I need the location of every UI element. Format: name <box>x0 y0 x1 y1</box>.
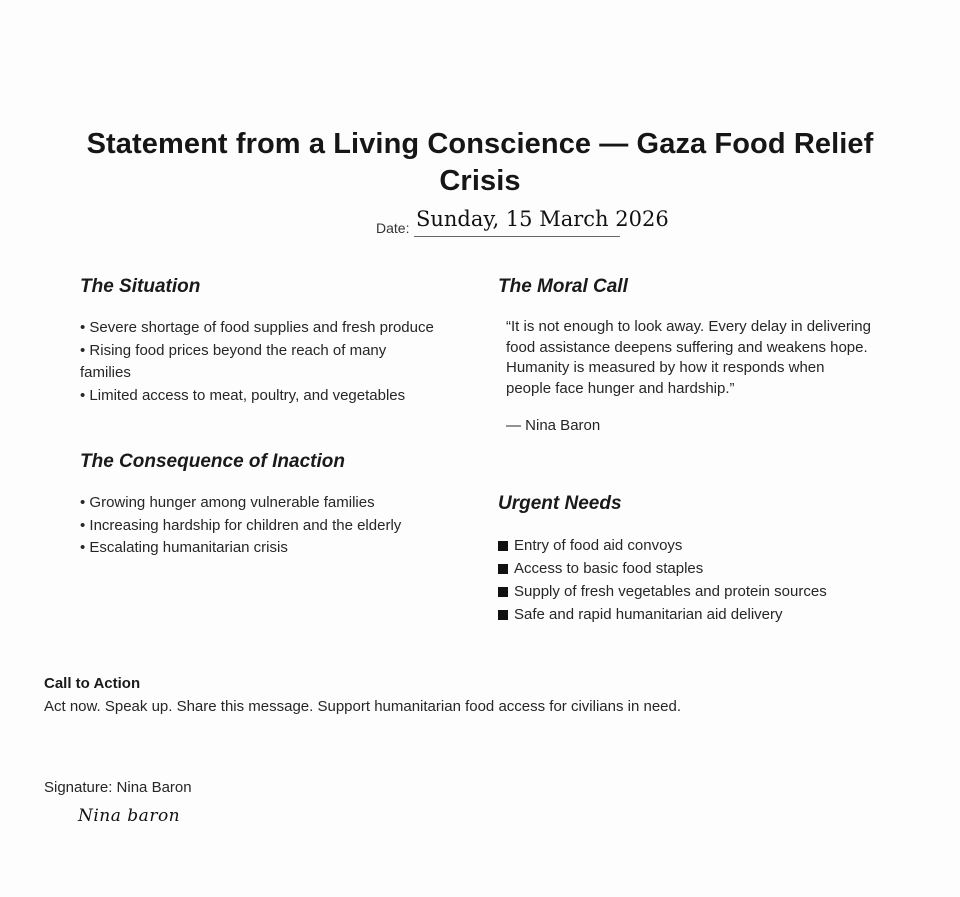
call-to-action-text: Act now. Speak up. Share this message. Support humanitarian food access for civilians in need. <box>44 698 682 715</box>
list-item: Entry of food aid convoys <box>498 534 898 557</box>
situation-list <box>80 317 480 407</box>
situation-section <box>80 276 480 407</box>
urgent-needs-heading: Urgent Needs <box>498 493 622 514</box>
square-bullet-icon <box>498 564 508 574</box>
date-label: Date: <box>376 220 410 236</box>
call-to-action-heading: Call to Action <box>44 675 141 692</box>
moral-call-heading: The Moral Call <box>498 276 628 297</box>
date-underline <box>414 236 620 237</box>
list-item: • Rising food prices beyond the reach of many families <box>80 340 430 385</box>
moral-call-section <box>498 276 878 434</box>
handwritten-signature: Nina baron <box>78 806 181 826</box>
situation-heading: The Situation <box>80 276 201 297</box>
consequence-heading: The Consequence of Inaction <box>80 451 345 472</box>
square-bullet-icon <box>498 587 508 597</box>
square-bullet-icon <box>498 541 508 551</box>
list-item: • Growing hunger among vulnerable families <box>80 492 480 515</box>
list-item: • Increasing hardship for children and the elderly <box>80 515 480 538</box>
urgent-needs-list <box>498 534 898 626</box>
consequence-section <box>80 451 480 560</box>
moral-call-attribution: — Nina Baron <box>506 417 601 434</box>
list-item: • Escalating humanitarian crisis <box>80 537 480 560</box>
list-item: Supply of fresh vegetables and protein sources <box>498 580 898 603</box>
square-bullet-icon <box>498 610 508 620</box>
list-item: Safe and rapid humanitarian aid delivery <box>498 603 898 626</box>
consequence-list <box>80 492 480 560</box>
moral-call-quote: “It is not enough to look away. Every delay in delivering food assistance deepens suffering and weakens hope. Humanity is measured by how it responds when people face hunger and hardship.” <box>506 318 871 397</box>
document-title: Statement from a Living Conscience — Gaza Food Relief Crisis <box>86 128 874 197</box>
urgent-needs-section <box>498 493 898 626</box>
list-item: Access to basic food staples <box>498 557 898 580</box>
list-item: • Limited access to meat, poultry, and vegetables <box>80 385 480 408</box>
list-item: • Severe shortage of food supplies and fresh produce <box>80 317 480 340</box>
signature-label: Signature: Nina Baron <box>44 779 192 796</box>
date-value: Sunday, 15 March 2026 <box>416 207 669 231</box>
